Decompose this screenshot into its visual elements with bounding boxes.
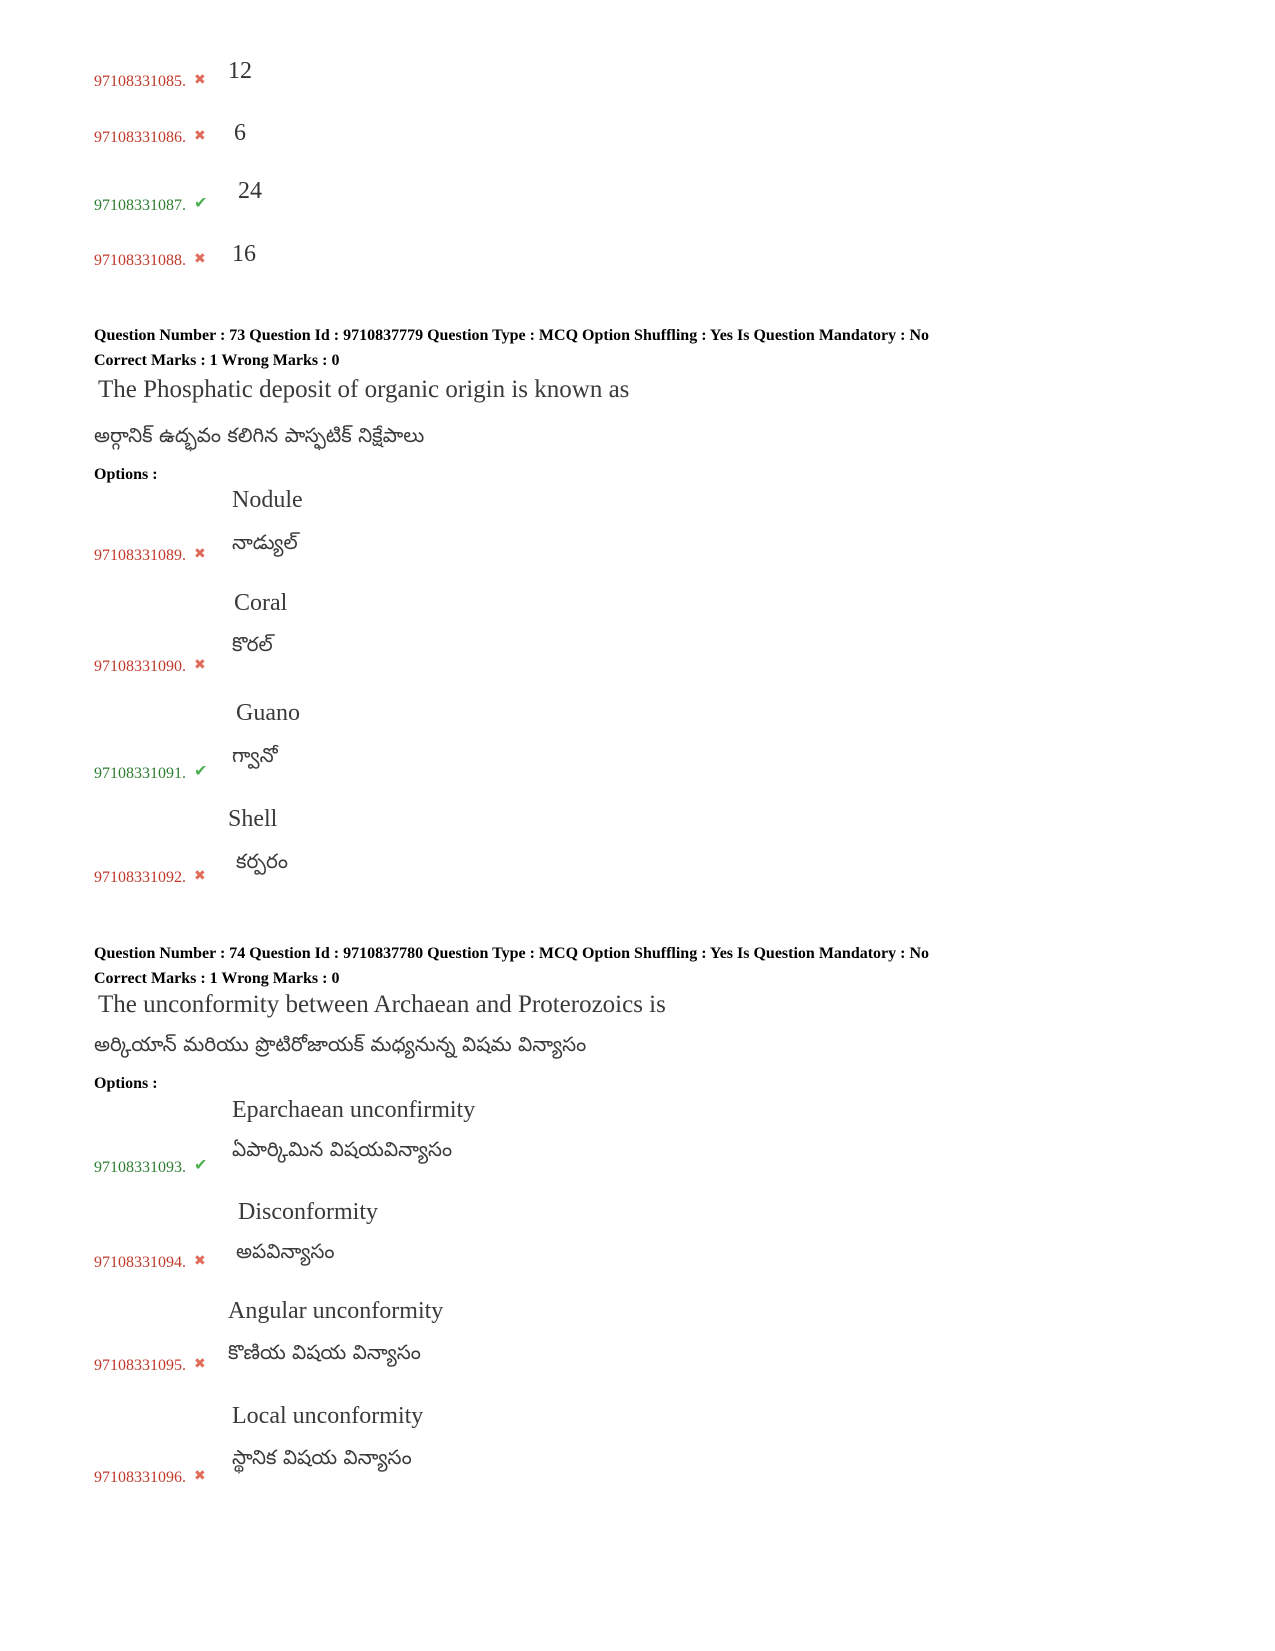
check-icon: ✔	[194, 195, 208, 212]
option-id: 97108331096. ✖	[94, 1469, 206, 1486]
check-icon: ✔	[194, 1157, 208, 1174]
option-value: 24	[238, 178, 262, 204]
option-text-en: Shell	[228, 806, 278, 832]
option-id: 97108331091. ✔	[94, 763, 208, 782]
option-text-en: Disconformity	[238, 1199, 378, 1225]
cross-icon: ✖	[194, 73, 206, 88]
option-text-en: Eparchaean unconfirmity	[232, 1097, 476, 1123]
option-text-en: Guano	[236, 700, 300, 726]
options-label: Options :	[94, 1075, 158, 1092]
cross-icon: ✖	[194, 869, 206, 884]
question-text-te: అర్గానిక్ ఉద్భవం కలిగిన పాస్ఫటిక్ నిక్షేపాలు	[94, 423, 425, 447]
cross-icon: ✖	[194, 1357, 206, 1372]
options-label: Options :	[94, 466, 158, 483]
option-text-en: Nodule	[232, 487, 303, 513]
option-id: 97108331095. ✖	[94, 1357, 206, 1374]
cross-icon: ✖	[194, 1469, 206, 1484]
option-text-te: గ్వానో	[232, 743, 278, 767]
option-id: 97108331092. ✖	[94, 869, 206, 886]
option-text-te: కొరల్	[232, 632, 273, 656]
option-text-te: స్థానిక విషయ విన్యాసం	[232, 1445, 412, 1469]
option-id: 97108331094. ✖	[94, 1254, 206, 1271]
option-text-te: నాడ్యుల్	[232, 530, 298, 554]
cross-icon: ✖	[194, 1254, 206, 1269]
option-value: 6	[234, 120, 246, 146]
option-id: 97108331086. ✖	[94, 129, 206, 146]
option-id: 97108331087. ✔	[94, 195, 208, 214]
option-id: 97108331089. ✖	[94, 547, 206, 564]
question-text-te: అర్కియాన్ మరియు ప్రొటిరోజాయక్ మధ్యనున్న విషమ విన్యాసం	[94, 1032, 587, 1056]
question-header: Question Number : 73 Question Id : 9710837779 Question Type : MCQ Option Shuffling : Yes Is Question Mandatory : No Correct Marks : 1 Wrong Marks : 0	[94, 327, 930, 369]
question-header: Question Number : 74 Question Id : 9710837780 Question Type : MCQ Option Shuffling : Yes Is Question Mandatory : No Correct Marks : 1 Wrong Marks : 0	[94, 945, 930, 987]
option-text-te: ఏపార్కిమిన విషయవిన్యాసం	[232, 1137, 453, 1161]
option-text-te: అపవిన్యాసం	[236, 1239, 335, 1263]
question-text-en: The Phosphatic deposit of organic origin is known as	[98, 376, 630, 403]
option-id: 97108331090. ✖	[94, 658, 206, 675]
option-id: 97108331085. ✖	[94, 73, 206, 90]
check-icon: ✔	[194, 763, 208, 780]
option-text-en: Local unconformity	[232, 1403, 424, 1429]
option-text-en: Coral	[234, 590, 288, 616]
option-text-te: కర్పరం	[236, 849, 289, 873]
cross-icon: ✖	[194, 547, 206, 562]
option-value: 12	[228, 58, 252, 84]
option-id: 97108331088. ✖	[94, 252, 206, 269]
option-value: 16	[232, 241, 256, 267]
cross-icon: ✖	[194, 252, 206, 267]
option-id: 97108331093. ✔	[94, 1157, 208, 1176]
cross-icon: ✖	[194, 658, 206, 673]
option-text-en: Angular unconformity	[228, 1298, 444, 1324]
question-text-en: The unconformity between Archaean and Proterozoics is	[98, 991, 666, 1018]
option-text-te: కొణియ విషయ విన్యాసం	[228, 1340, 421, 1364]
cross-icon: ✖	[194, 129, 206, 144]
